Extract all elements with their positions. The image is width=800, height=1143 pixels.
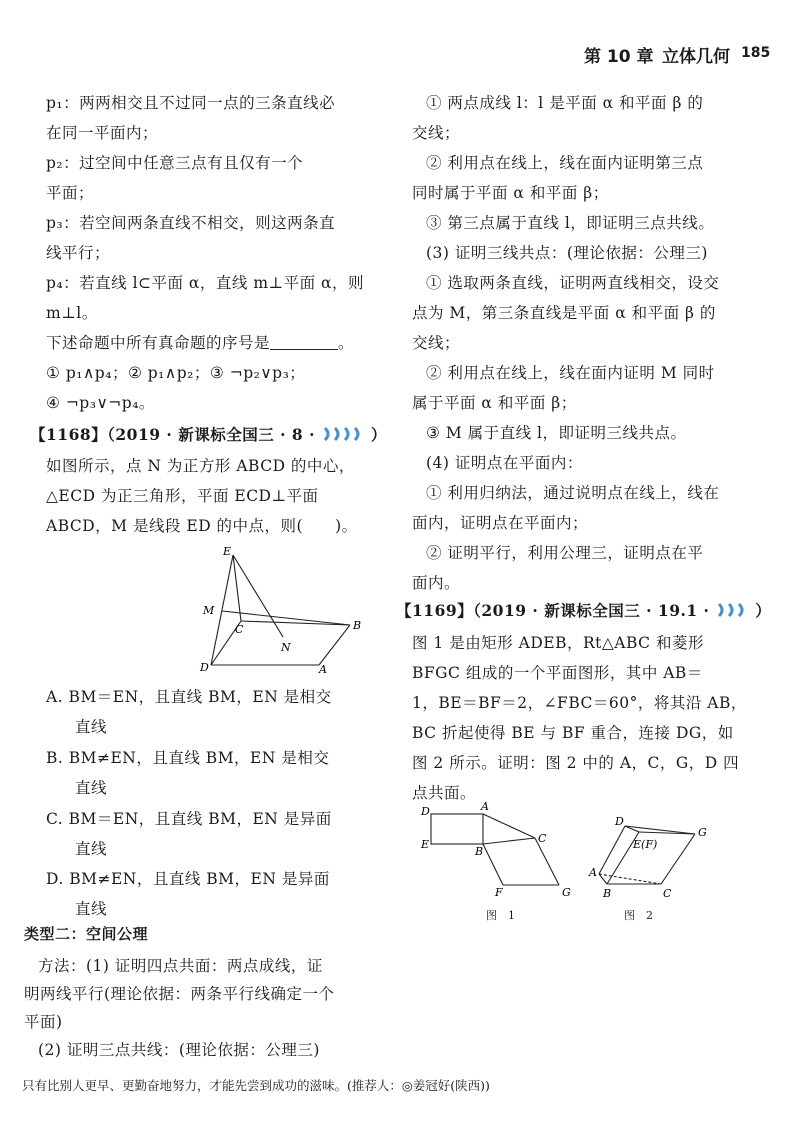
q1169-line1: 图 1 是由矩形 ADEB，Rt△ABC 和菱形 bbox=[412, 634, 704, 652]
fig-label-E: E bbox=[223, 545, 232, 558]
answer-blank bbox=[270, 335, 338, 350]
option-d-line2: 直线 bbox=[75, 900, 108, 918]
choices-line2: ④ ¬p₃∨¬p₄。 bbox=[46, 394, 155, 412]
right-line2: 交线； bbox=[412, 124, 461, 142]
fig-label-C: C bbox=[235, 623, 244, 636]
fig-label-N: N bbox=[281, 641, 291, 654]
q1169-line2: BFGC 组成的一个平面图形，其中 AB＝ bbox=[412, 664, 703, 682]
fig1-label-B: B bbox=[475, 845, 484, 858]
fig1-label-G: G bbox=[562, 886, 571, 899]
prop-p3-line1: p₃：若空间两条直线不相交，则这两条直 bbox=[46, 214, 336, 232]
fig2-label-D: D bbox=[615, 815, 624, 828]
fig2-label-B: B bbox=[603, 887, 612, 900]
footer-quote: 只有比别人更早、更勤奋地努力，才能先尝到成功的滋味。(推荐人：◎姜冠好(陕西)) bbox=[22, 1078, 490, 1093]
prop-p4-line2: m⊥l。 bbox=[46, 304, 98, 322]
chapter-label: 第 10 章 bbox=[584, 47, 654, 67]
fig2-label-EF: E(F) bbox=[633, 838, 658, 851]
fig1-label-D: D bbox=[421, 805, 430, 818]
section-heading-type2: 类型二：空间公理 bbox=[24, 925, 149, 943]
prop-p4-line1: p₄：若直线 l⊂平面 α，直线 m⊥平面 α，则 bbox=[46, 274, 364, 292]
edge-AB bbox=[319, 625, 350, 665]
right-line4: 同时属于平面 α 和平面 β； bbox=[412, 184, 609, 202]
right-line6: (3) 证明三线共点：(理论依据：公理三) bbox=[426, 244, 708, 262]
edge-EC bbox=[233, 555, 241, 621]
fig2-caption: 图 2 bbox=[624, 909, 653, 922]
option-c-line2: 直线 bbox=[75, 840, 108, 858]
question-1168-tail: ） bbox=[370, 425, 387, 444]
right-line17: 面内。 bbox=[412, 574, 461, 592]
option-c-line1: C. BM＝EN，且直线 BM，EN 是异面 bbox=[46, 810, 332, 828]
right-line8: 点为 M，第三条直线是平面 α 和平面 β 的 bbox=[412, 304, 716, 322]
right-line16: ② 证明平行，利用公理三，证明点在平 bbox=[426, 544, 704, 562]
method-line3: 平面) bbox=[24, 1013, 63, 1031]
right-line1: ① 两点成线 l：l 是平面 α 和平面 β 的 bbox=[426, 94, 704, 112]
fig2-label-G: G bbox=[698, 826, 707, 839]
question-1168-head: 【1168】（2019 · 新课标全国三 · 8 · bbox=[30, 425, 315, 444]
fig-label-A: A bbox=[319, 663, 327, 675]
difficulty-icon bbox=[321, 426, 365, 442]
question-prompt bbox=[46, 333, 354, 353]
question-1169-header bbox=[396, 601, 771, 621]
q1169-line5: 图 2 所示。证明：图 2 中的 A，C，G，D 四 bbox=[412, 754, 740, 772]
q1169-line3: 1，BE＝BF＝2，∠FBC＝60°，将其沿 AB， bbox=[412, 694, 747, 712]
right-line12: ③ M 属于直线 l，即证明三线共点。 bbox=[426, 424, 687, 442]
edge-DA bbox=[599, 826, 625, 874]
method-line2: 明两线平行(理论依据：两条平行线确定一个 bbox=[24, 985, 335, 1003]
fig1-label-F: F bbox=[495, 886, 503, 899]
edge-GC bbox=[661, 834, 695, 884]
fig1-caption: 图 1 bbox=[486, 909, 515, 922]
right-line13: (4) 证明点在平面内： bbox=[426, 454, 583, 472]
question-prompt-end: 。 bbox=[338, 334, 355, 352]
figure-1169-fig1 bbox=[415, 800, 585, 900]
question-prompt-text: 下述命题中所有真命题的序号是 bbox=[46, 334, 271, 352]
fig2-label-A: A bbox=[589, 866, 597, 879]
figure-1168 bbox=[195, 545, 375, 675]
q1168-line3: ABCD，M 是线段 ED 的中点，则( )。 bbox=[46, 517, 358, 535]
right-line11: 属于平面 α 和平面 β； bbox=[412, 394, 577, 412]
choices-line1: ① p₁∧p₄；② p₁∧p₂；③ ¬p₂∨p₃； bbox=[46, 364, 306, 382]
q1169-line6: 点共面。 bbox=[412, 784, 477, 802]
fig1-label-A: A bbox=[481, 800, 489, 813]
difficulty-icon bbox=[715, 602, 749, 618]
method-line1: 方法：(1) 证明四点共面：两点成线，证 bbox=[38, 957, 323, 975]
option-a-line2: 直线 bbox=[75, 718, 108, 736]
fig-label-B: B bbox=[353, 619, 362, 632]
right-line10: ② 利用点在线上，线在面内证明 M 同时 bbox=[426, 364, 715, 382]
edge-BC bbox=[483, 838, 535, 844]
option-b-line2: 直线 bbox=[75, 779, 108, 797]
question-1168-header bbox=[30, 425, 387, 445]
fig1-label-E: E bbox=[421, 838, 430, 851]
right-line3: ② 利用点在线上，线在面内证明第三点 bbox=[426, 154, 704, 172]
fig-label-M: M bbox=[203, 604, 215, 617]
figure-1169-fig2 bbox=[585, 812, 715, 902]
q1169-line4: BC 折起使得 BE 与 BF 重合，连接 DG，如 bbox=[412, 724, 734, 742]
fig1-label-C: C bbox=[538, 832, 547, 845]
option-a-line1: A. BM＝EN，且直线 BM，EN 是相交 bbox=[46, 688, 332, 706]
question-1169-tail: ） bbox=[755, 601, 772, 620]
right-line5: ③ 第三点属于直线 l，即证明三点共线。 bbox=[426, 214, 715, 232]
right-line14: ① 利用归纳法，通过说明点在线上，线在 bbox=[426, 484, 720, 502]
q1168-line1: 如图所示，点 N 为正方形 ABCD 的中心， bbox=[46, 457, 355, 475]
prop-p2-line1: p₂：过空间中任意三点有且仅有一个 bbox=[46, 154, 304, 172]
rect-ADEB bbox=[431, 814, 483, 844]
edge-AC bbox=[483, 814, 535, 838]
right-line9: 交线； bbox=[412, 334, 461, 352]
question-1169-head: 【1169】（2019 · 新课标全国三 · 19.1 · bbox=[396, 601, 710, 620]
right-line15: 面内，证明点在平面内； bbox=[412, 514, 589, 532]
q1168-line2: △ECD 为正三角形，平面 ECD⊥平面 bbox=[46, 487, 319, 505]
chapter-title: 立体几何 bbox=[662, 47, 730, 67]
right-line7: ① 选取两条直线，证明两直线相交，设交 bbox=[426, 274, 720, 292]
fig2-label-C: C bbox=[663, 887, 672, 900]
prop-p3-line2: 线平行； bbox=[46, 244, 111, 262]
method-line4: (2) 证明三点共线：(理论依据：公理三) bbox=[38, 1041, 320, 1059]
option-b-line1: B. BM≠EN，且直线 BM，EN 是相交 bbox=[46, 749, 330, 767]
prop-p1-line2: 在同一平面内； bbox=[46, 124, 159, 142]
prop-p1-line1: p₁：两两相交且不过同一点的三条直线必 bbox=[46, 94, 336, 112]
fig-label-D: D bbox=[200, 661, 209, 674]
prop-p2-line2: 平面； bbox=[46, 184, 95, 202]
page-number: 185 bbox=[741, 45, 771, 61]
option-d-line1: D. BM≠EN，且直线 BM，EN 是异面 bbox=[46, 870, 330, 888]
edge-CG bbox=[535, 838, 559, 885]
edge-BF bbox=[483, 844, 503, 885]
